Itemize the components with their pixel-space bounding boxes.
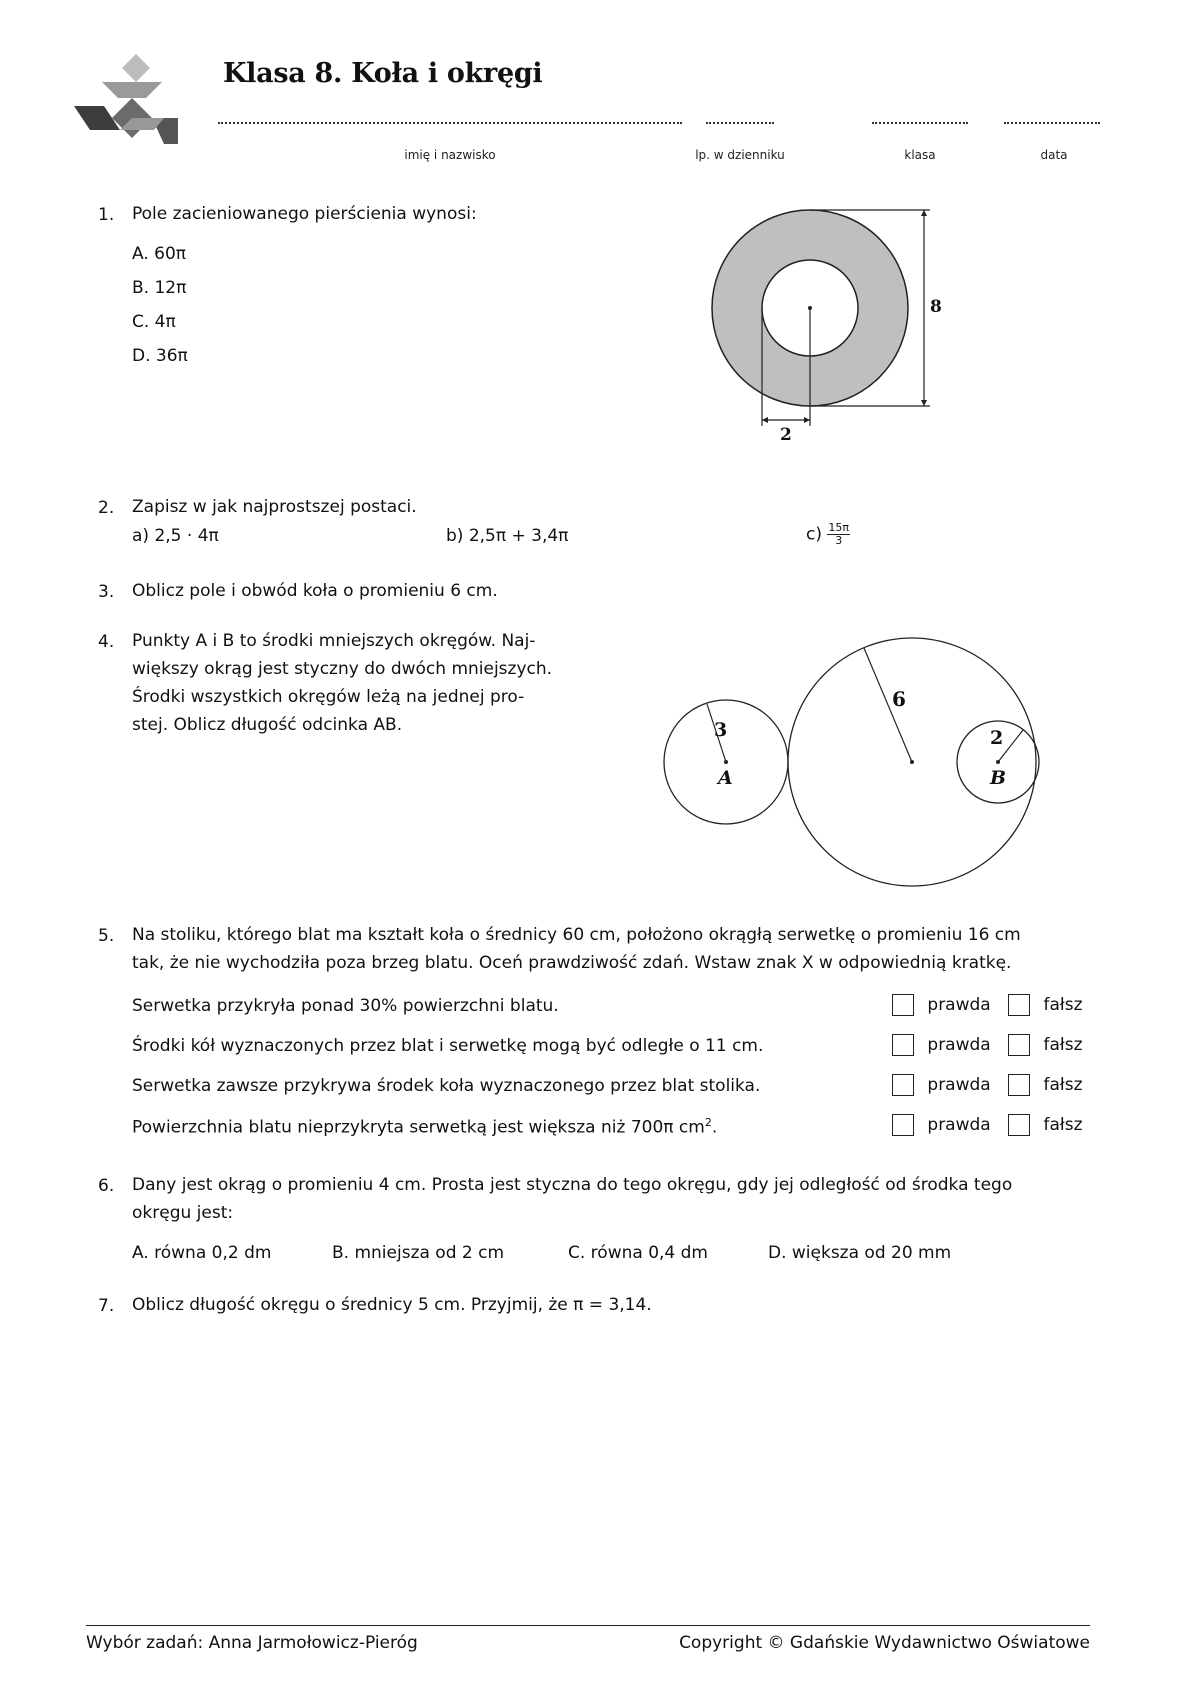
q2-fraction <box>827 522 850 547</box>
number-field-label: lp. w dzienniku <box>695 148 785 162</box>
q5-row-1-true-label: prawda <box>927 995 991 1015</box>
date-field-label: data <box>1040 148 1068 162</box>
q5-row-3-true-checkbox[interactable] <box>892 1074 914 1096</box>
publisher-logo <box>74 54 180 146</box>
q1-option-b: B. 12π <box>132 278 187 298</box>
q5-statement-4 <box>132 1116 717 1138</box>
q5-row-2-false-checkbox[interactable] <box>1008 1034 1030 1056</box>
q5-row-4-true-label: prawda <box>927 1115 991 1135</box>
q6-option-b: B. mniejsza od 2 cm <box>332 1243 505 1263</box>
q1-text: Pole zacieniowanego pierścienia wynosi: <box>132 204 477 224</box>
q2-fraction-den: 3 <box>835 534 843 547</box>
q5-statement-2: Środki kół wyznaczonych przez blat i serwetkę mogą być odległe o 11 cm. <box>132 1036 764 1056</box>
point-b-label: B <box>990 767 1007 789</box>
q5-statement-4-end: . <box>711 1117 718 1138</box>
class-field-label: klasa <box>904 148 936 162</box>
q2-number: 2. <box>98 498 115 518</box>
q6-option-c: C. równa 0,4 dm <box>568 1243 708 1263</box>
q5-row-4-choices <box>892 1114 1083 1136</box>
name-field-label: imię i nazwisko <box>404 148 496 162</box>
q5-row-1-choices <box>892 994 1083 1016</box>
q5-row-2-true-label: prawda <box>927 1035 991 1055</box>
q5-row-4-true-checkbox[interactable] <box>892 1114 914 1136</box>
date-field-line[interactable] <box>1004 122 1100 124</box>
page-title: Klasa 8. Koła i okręgi <box>223 58 543 89</box>
q6-line-1: Dany jest okrąg o promieniu 4 cm. Prosta jest styczna do tego okręgu, gdy jej odległość od środka tego <box>132 1175 1013 1195</box>
q6-option-d: D. większa od 20 mm <box>768 1243 952 1263</box>
point-a-label: A <box>718 767 733 789</box>
q5-line-1: Na stoliku, którego blat ma kształt koła o średnicy 60 cm, położono okrągłą serwetkę o promieniu 16 cm <box>132 925 1021 945</box>
q5-row-4-false-checkbox[interactable] <box>1008 1114 1030 1136</box>
q4-line-1: Punkty A i B to środki mniejszych okręgów. Naj- <box>132 631 536 651</box>
q5-row-3-false-label: fałsz <box>1043 1075 1083 1095</box>
q5-line-2: tak, że nie wychodziła poza brzeg blatu. Oceń prawdziwość zdań. Wstaw znak X w odpowiednią kratkę. <box>132 953 1012 973</box>
q5-row-2-false-label: fałsz <box>1043 1035 1083 1055</box>
q5-row-1-true-checkbox[interactable] <box>892 994 914 1016</box>
q2-text: Zapisz w jak najprostszej postaci. <box>132 497 417 517</box>
q5-row-1-false-label: fałsz <box>1043 995 1083 1015</box>
circles-figure <box>656 632 1056 902</box>
q5-row-3-false-checkbox[interactable] <box>1008 1074 1030 1096</box>
footer-copyright: Copyright © Gdańskie Wydawnictwo Oświatowe <box>679 1633 1090 1653</box>
q5-number: 5. <box>98 926 115 946</box>
q6-number: 6. <box>98 1176 115 1196</box>
inner-radius-label: 2 <box>780 425 792 445</box>
q5-row-1-false-checkbox[interactable] <box>1008 994 1030 1016</box>
q2-part-a: a) 2,5 · 4π <box>132 526 219 546</box>
q3-text: Oblicz pole i obwód koła o promieniu 6 cm. <box>132 581 498 601</box>
footer-author: Wybór zadań: Anna Jarmołowicz-Pieróg <box>86 1633 418 1653</box>
radius-large-label: 6 <box>892 687 906 711</box>
q5-statement-3: Serwetka zawsze przykrywa środek koła wyznaczonego przez blat stolika. <box>132 1076 761 1096</box>
q5-row-4-false-label: fałsz <box>1043 1115 1083 1135</box>
q5-row-3-true-label: prawda <box>927 1075 991 1095</box>
name-field-line[interactable] <box>218 122 682 124</box>
q5-row-3-choices <box>892 1074 1083 1096</box>
radius-a-label: 3 <box>714 719 728 741</box>
q2-fraction-num: 15π <box>828 521 850 534</box>
q4-line-3: Środki wszystkich okręgów leżą na jednej pro- <box>132 687 525 707</box>
q5-statement-4-text: Powierzchnia blatu nieprzykryta serwetką jest większa niż 700π cm <box>132 1117 705 1138</box>
q6-option-a: A. równa 0,2 dm <box>132 1243 272 1263</box>
q5-row-2-choices <box>892 1034 1083 1056</box>
q4-number: 4. <box>98 632 115 652</box>
q1-option-c: C. 4π <box>132 312 176 332</box>
q6-line-2: okręgu jest: <box>132 1203 234 1223</box>
footer-divider <box>86 1625 1090 1626</box>
q3-number: 3. <box>98 582 115 602</box>
number-field-line[interactable] <box>706 122 774 124</box>
q7-number: 7. <box>98 1296 115 1316</box>
q2-part-b: b) 2,5π + 3,4π <box>446 526 569 546</box>
q1-option-d: D. 36π <box>132 346 188 366</box>
q5-statement-1: Serwetka przykryła ponad 30% powierzchni blatu. <box>132 996 559 1016</box>
q5-statement-4-sup: 2 <box>704 1116 712 1129</box>
q5-row-2-true-checkbox[interactable] <box>892 1034 914 1056</box>
radius-b-label: 2 <box>990 727 1004 749</box>
q2-part-c-prefix: c) <box>806 524 822 545</box>
q4-line-4: stej. Oblicz długość odcinka AB. <box>132 715 403 735</box>
q4-line-2: większy okrąg jest styczny do dwóch mniejszych. <box>132 659 553 679</box>
q1-option-a: A. 60π <box>132 244 187 264</box>
q2-part-c <box>806 522 850 547</box>
q7-text: Oblicz długość okręgu o średnicy 5 cm. Przyjmij, że π = 3,14. <box>132 1295 652 1315</box>
q1-number: 1. <box>98 205 115 225</box>
class-field-line[interactable] <box>872 122 968 124</box>
outer-diameter-label: 8 <box>930 297 942 317</box>
ring-figure <box>700 196 950 446</box>
